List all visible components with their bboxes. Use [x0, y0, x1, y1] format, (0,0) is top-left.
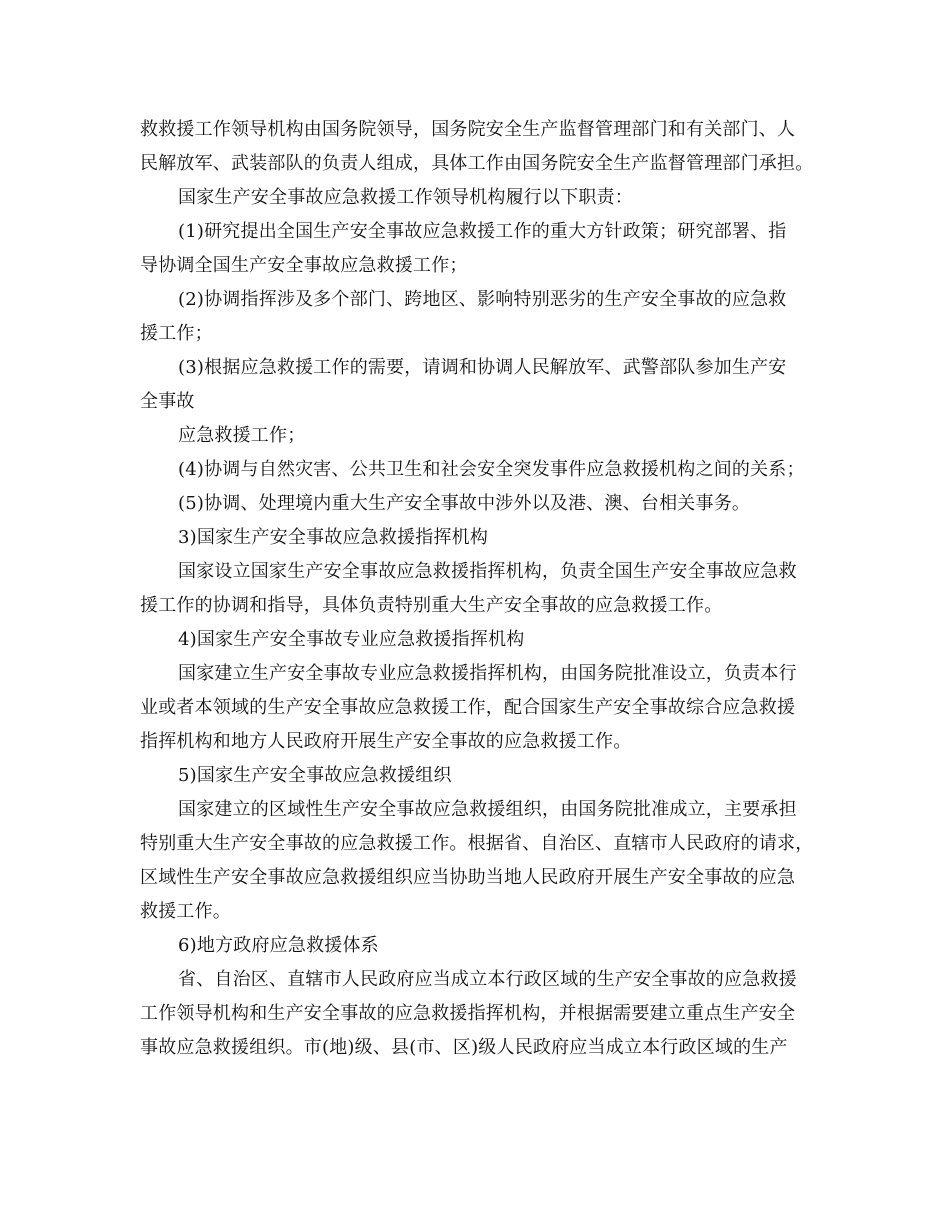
text-line: 救救援工作领导机构由国务院领导，国务院安全生产监督管理部门和有关部门、人 [140, 119, 796, 140]
text-line: 工作领导机构和生产安全事故的应急救援指挥机构，并根据需要建立重点生产安全 [140, 1003, 796, 1024]
text-line: (3)根据应急救援工作的需要，请调和协调人民解放军、武警部队参加生产安 [178, 357, 787, 378]
text-line: 指挥机构和地方人民政府开展生产安全事故的应急救援工作。 [140, 731, 632, 752]
text-line: 国家设立国家生产安全事故应急救援指挥机构，负责全国生产安全事故应急救 [178, 561, 797, 582]
text-line: 国家建立的区域性生产安全事故应急救援组织，由国务院批准成立，主要承担 [178, 799, 797, 820]
text-line: 国家生产安全事故应急救援工作领导机构履行以下职责： [178, 187, 633, 208]
text-line: 特别重大生产安全事故的应急救援工作。根据省、自治区、直辖市人民政府的请求， [140, 833, 814, 854]
text-line: (1)研究提出全国生产安全事故应急救援工作的重大方针政策；研究部署、指 [178, 221, 787, 242]
text-line: 全事故 [140, 391, 195, 412]
document-body [140, 113, 820, 1065]
text-line: 应急救援工作； [178, 425, 306, 446]
section-heading: 6)地方政府应急救援体系 [178, 935, 379, 956]
text-line: 援工作； [140, 323, 213, 344]
text-line: 事故应急救援组织。市(地)级、县(市、区)级人民政府应当成立本行政区域的生产 [140, 1037, 788, 1058]
section-heading: 5)国家生产安全事故应急救援组织 [178, 765, 452, 786]
text-line: 导协调全国生产安全事故应急救援工作； [140, 255, 468, 276]
section-heading: 3)国家生产安全事故应急救援指挥机构 [178, 527, 489, 548]
text-line: (4)协调与自然灾害、公共卫生和社会安全突发事件应急救援机构之间的关系； [178, 459, 805, 480]
text-line: 区域性生产安全事故应急救援组织应当协助当地人民政府开展生产安全事故的应急 [140, 867, 796, 888]
text-line: 民解放军、武装部队的负责人组成，具体工作由国务院安全生产监督管理部门承担。 [140, 153, 814, 174]
text-line: 业或者本领域的生产安全事故应急救援工作，配合国家生产安全事故综合应急救援 [140, 697, 796, 718]
text-line: (2)协调指挥涉及多个部门、跨地区、影响特别恶劣的生产安全事故的应急救 [178, 289, 787, 310]
text-line: 援工作的协调和指导，具体负责特别重大生产安全事故的应急救援工作。 [140, 595, 723, 616]
text-line: 国家建立生产安全事故专业应急救援指挥机构，由国务院批准设立，负责本行 [178, 663, 797, 684]
text-line: (5)协调、处理境内重大生产安全事故中涉外以及港、澳、台相关事务。 [178, 493, 751, 514]
section-heading: 4)国家生产安全事故专业应急救援指挥机构 [178, 629, 525, 650]
text-line: 救援工作。 [140, 901, 231, 922]
text-line: 省、自治区、直辖市人民政府应当成立本行政区域的生产安全事故的应急救援 [178, 969, 797, 990]
